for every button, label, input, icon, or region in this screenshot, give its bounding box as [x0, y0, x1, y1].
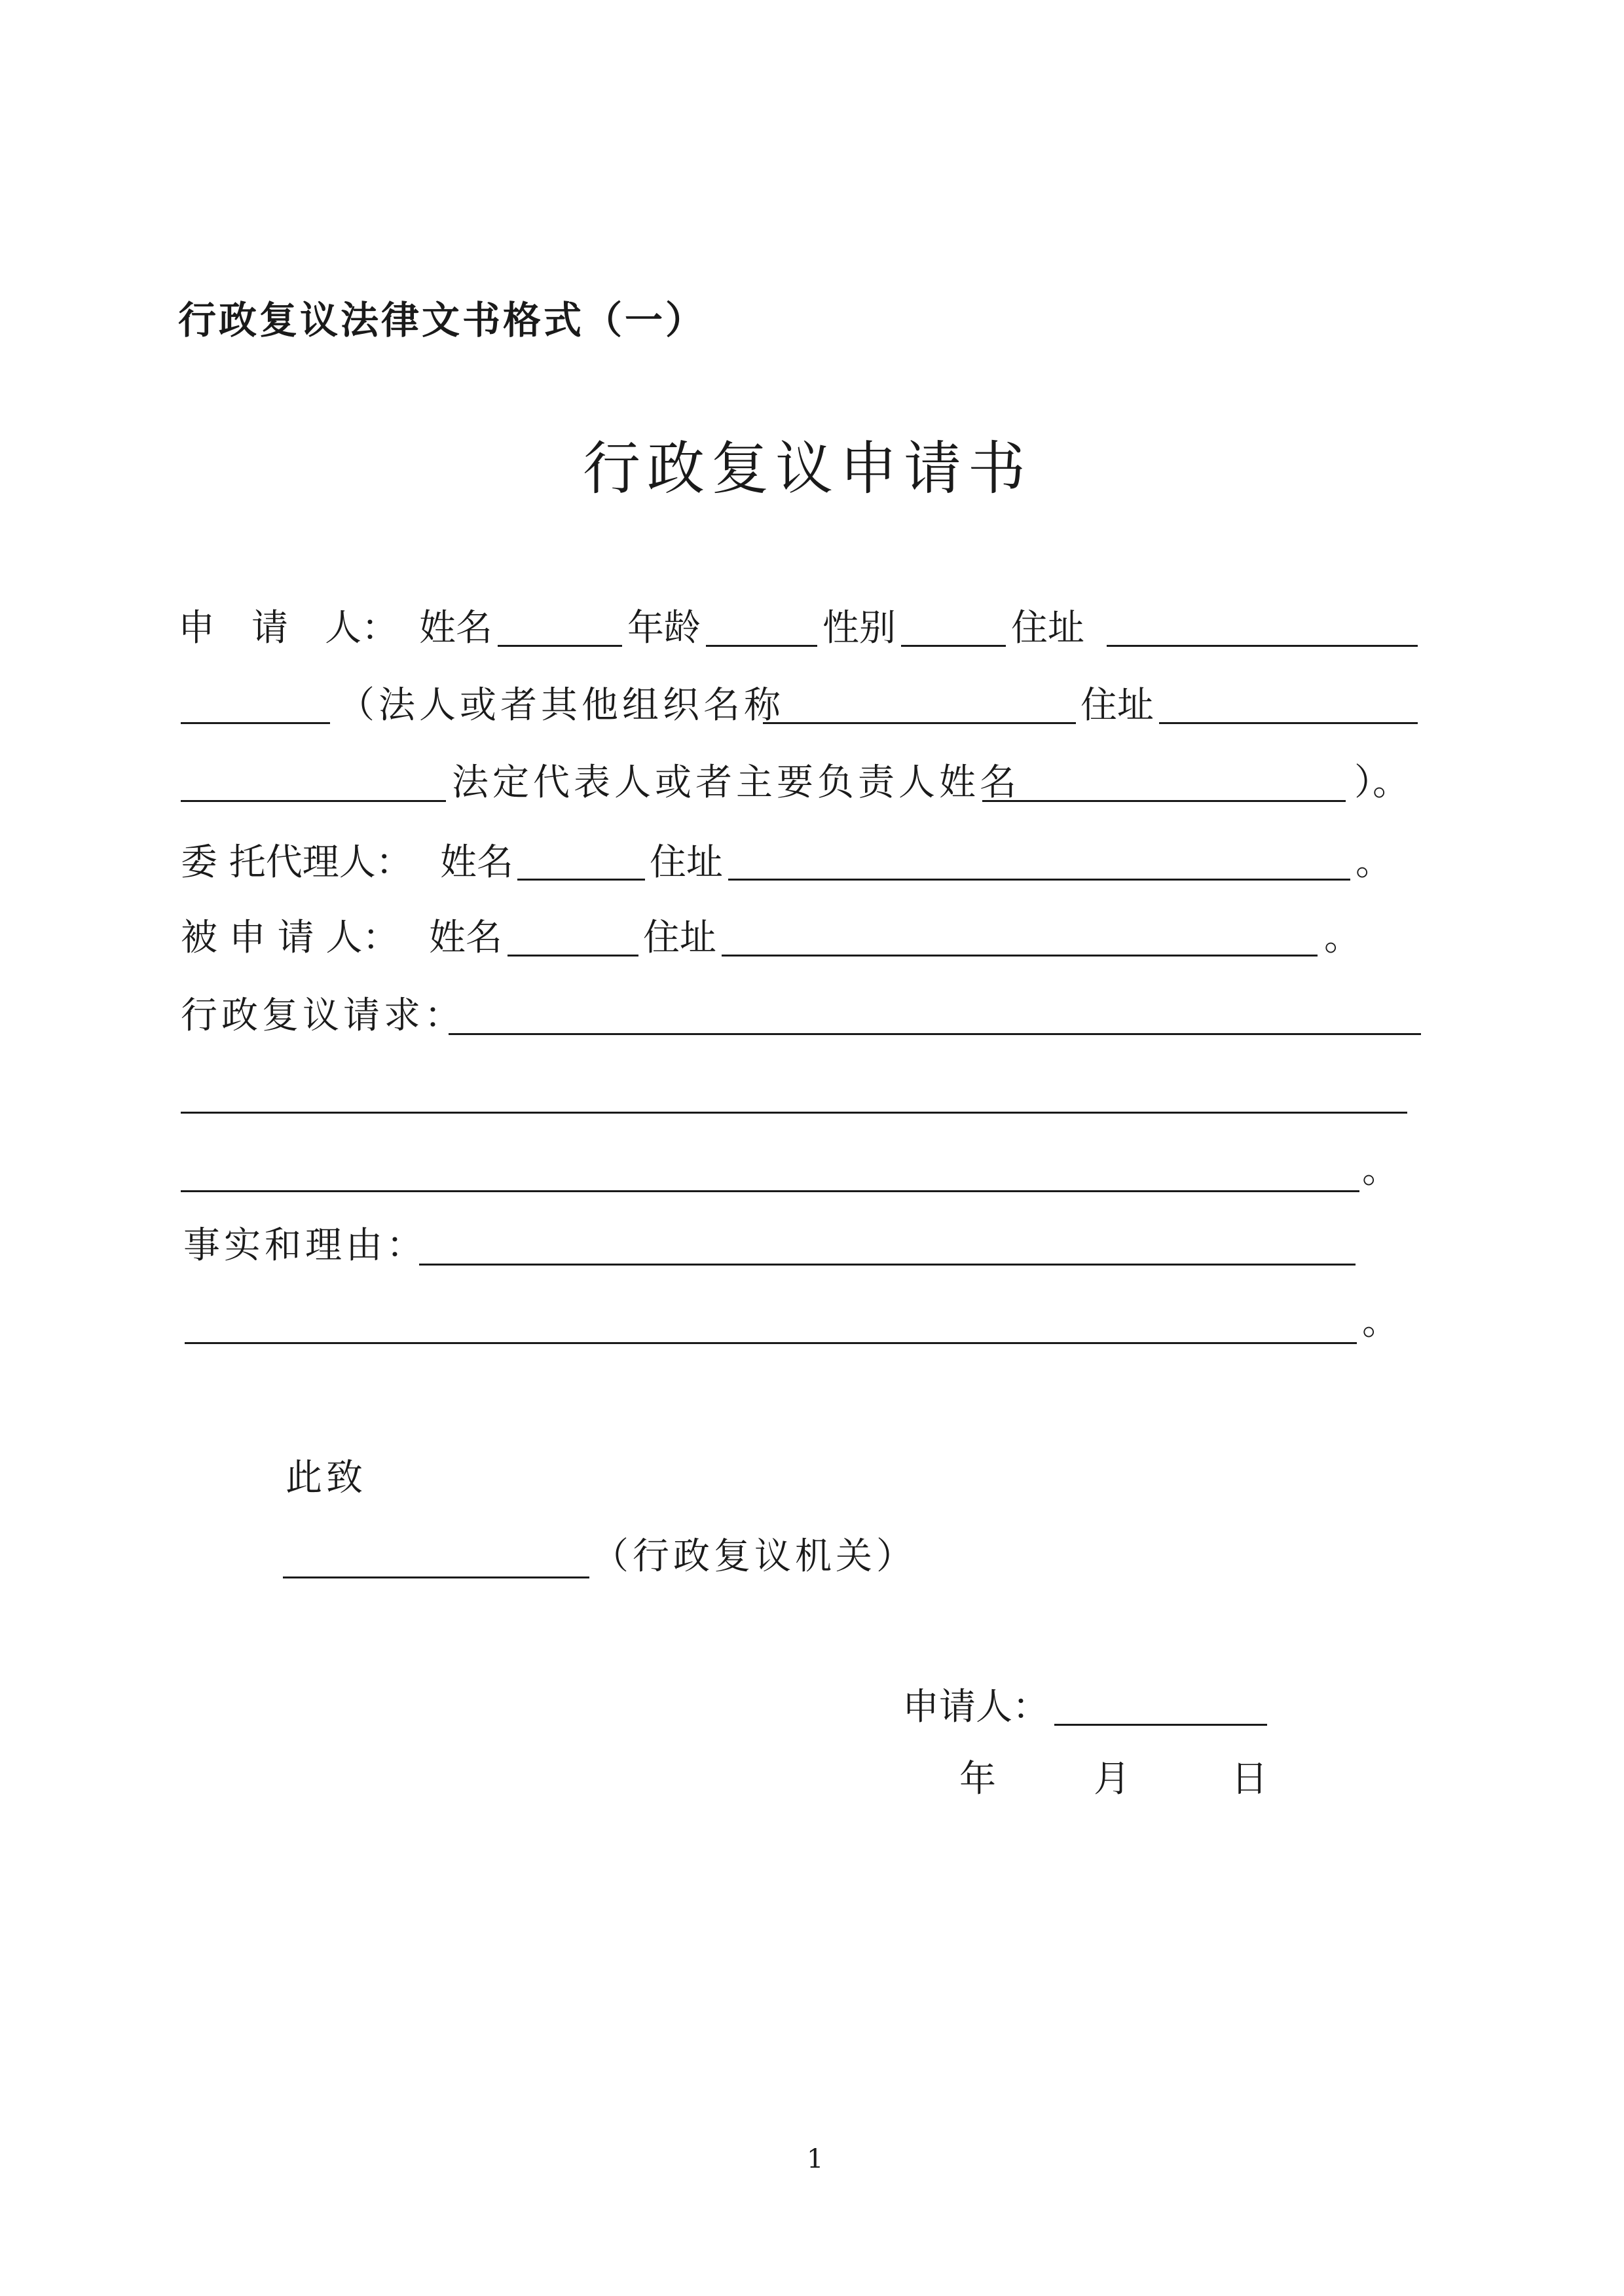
respondent-name-label: 姓名 — [429, 917, 502, 959]
facts-end-mark: 。 — [1362, 1301, 1399, 1343]
applicant-address-field[interactable] — [1107, 645, 1418, 647]
date-year-label: 年 — [959, 1758, 996, 1800]
agent-name-label: 姓名 — [440, 841, 513, 884]
org-address-label: 住址 — [1080, 684, 1154, 727]
respondent-name-field[interactable] — [507, 955, 638, 957]
applicant-address-label: 住址 — [1011, 607, 1084, 649]
applicant-address-field-continued[interactable] — [181, 722, 330, 724]
applicant-name-field[interactable] — [498, 645, 622, 647]
applicant-age-label: 年龄 — [627, 607, 701, 649]
applicant-gender-field[interactable] — [901, 645, 1006, 647]
agent-name-field[interactable] — [517, 879, 645, 881]
page-title: 行政复议申请书 — [583, 435, 1033, 502]
facts-field-line-2[interactable] — [185, 1342, 1357, 1344]
agent-label: 委 托代理人： — [181, 841, 413, 884]
signature-label: 申请人： — [902, 1686, 1049, 1728]
request-end-mark: 。 — [1362, 1149, 1399, 1192]
legal-rep-field[interactable] — [982, 800, 1346, 802]
page-number: 1 — [807, 2144, 824, 2174]
agent-address-field[interactable] — [728, 879, 1350, 881]
applicant-close-paren: ）。 — [1354, 761, 1409, 804]
respondent-label: 被 申 请 人： — [181, 917, 399, 959]
request-field-line-1[interactable] — [449, 1033, 1421, 1035]
org-address-field-continued[interactable] — [181, 800, 446, 802]
signature-field[interactable] — [1054, 1724, 1267, 1726]
request-label: 行政复议请求： — [181, 994, 465, 1037]
applicant-label: 申 请 人： — [178, 607, 398, 649]
org-address-field[interactable] — [1159, 722, 1418, 724]
org-name-label: （法人或者其他组织名称 — [338, 684, 784, 727]
document-header: 行政复议法律文书格式（一） — [178, 298, 707, 342]
facts-label: 事实和理由： — [183, 1224, 427, 1267]
applicant-name-label: 姓名 — [419, 607, 492, 649]
applicant-gender-label: 性别 — [822, 607, 896, 649]
legal-rep-label: 法定代表人或者主要负责人姓名 — [452, 761, 1020, 804]
date-day-label: 日 — [1231, 1758, 1268, 1800]
respondent-end-mark: 。 — [1324, 917, 1361, 959]
closing-salutation: 此致 — [286, 1457, 367, 1499]
org-name-field[interactable] — [763, 722, 1076, 724]
respondent-address-label: 住址 — [643, 917, 716, 959]
agent-address-label: 住址 — [650, 841, 723, 884]
applicant-age-field[interactable] — [706, 645, 817, 647]
authority-field[interactable] — [283, 1576, 589, 1578]
date-month-label: 月 — [1094, 1758, 1130, 1800]
request-field-line-2[interactable] — [181, 1112, 1407, 1114]
request-field-line-3[interactable] — [181, 1190, 1359, 1192]
authority-label: （行政复议机关） — [592, 1535, 917, 1578]
facts-field-line-1[interactable] — [419, 1264, 1356, 1266]
respondent-address-field[interactable] — [722, 955, 1318, 957]
agent-end-mark: 。 — [1356, 841, 1392, 884]
